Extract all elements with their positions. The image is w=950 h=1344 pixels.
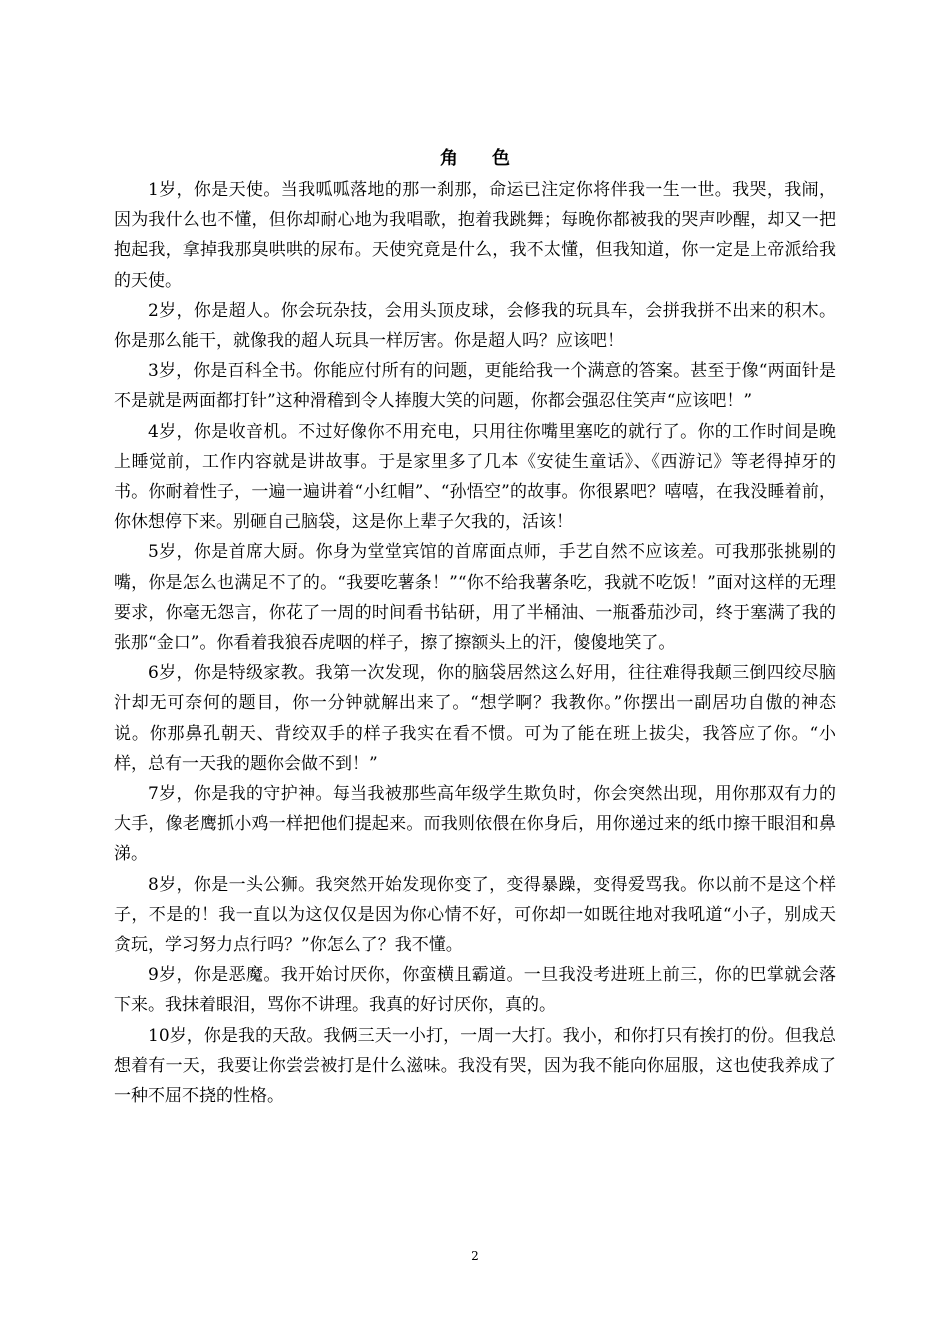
paragraph-age-2: 2岁，你是超人。你会玩杂技，会用头顶皮球，会修我的玩具车，会拼我拼不出来的积木。你是那么能干，就像我的超人玩具一样厉害。你是超人吗？应该吧！ (114, 300, 836, 352)
paragraph-age-6: 6岁，你是特级家教。我第一次发现，你的脑袋居然这么好用，往往难得我颠三倒四绞尽脑汁却无可奈何的题目，你一分钟就解出来了。“想学啊？我教你。”你摆出一副居功自傲的神态说。你那鼻孔朝天、背绞双手的样子我实在看不惯。可为了能在班上拔尖，我答应了你。“小样，总有一天我的题你会做不到！” (114, 663, 836, 774)
paragraph-age-8: 8岁，你是一头公狮。我突然开始发现你变了，变得暴躁，变得爱骂我。你以前不是这个样子，不是的！我一直以为这仅仅是因为你心情不好，可你却一如既往地对我吼道“小子，别成天贪玩，学习努力点行吗？”你怎么了？我不懂。 (114, 874, 836, 956)
paragraph-age-9: 9岁，你是恶魔。我开始讨厌你，你蛮横且霸道。一旦我没考进班上前三，你的巴掌就会落下来。我抹着眼泪，骂你不讲理。我真的好讨厌你，真的。 (114, 965, 836, 1016)
title-char-2: 色 (492, 148, 510, 169)
page-number: 2 (471, 1249, 479, 1263)
paragraph-age-4: 4岁，你是收音机。不过好像你不用充电，只用往你嘴里塞吃的就行了。你的工作时间是晚上睡觉前，工作内容就是讲故事。于是家里多了几本《安徒生童话》、《西游记》等老得掉牙的书。你耐着性子，一遍一遍讲着“小红帽”、“孙悟空”的故事。你很累吧？嘻嘻，在我没睡着前，你休想停下来。别砸自己脑袋，这是你上辈子欠我的，活该！ (114, 421, 836, 533)
paragraph-age-7: 7岁，你是我的守护神。每当我被那些高年级学生欺负时，你会突然出现，用你那双有力的大手，像老鹰抓小鸡一样把他们提起来。而我则依偎在你身后，用你递过来的纸巾擦干眼泪和鼻涕。 (114, 784, 836, 865)
paragraph-age-3: 3岁，你是百科全书。你能应付所有的问题，更能给我一个满意的答案。甚至于像“两面针是不是就是两面都打针”这种滑稽到令人捧腹大笑的问题，你都会强忍住笑声“应该吧！” (114, 361, 836, 412)
document-body (114, 175, 836, 1111)
title-char-1: 角 (440, 148, 458, 169)
document-title (0, 148, 950, 170)
paragraph-age-5: 5岁，你是首席大厨。你身为堂堂宾馆的首席面点师，手艺自然不应该差。可我那张挑剔的嘴，你是怎么也满足不了的。“我要吃薯条！”“你不给我薯条吃，我就不吃饭！”面对这样的无理要求，你毫无怨言，你花了一周的时间看书钻研，用了半桶油、一瓶番茄沙司，终于塞满了我的张那“金口”。你看着我狼吞虎咽的样子，擦了擦额头上的汗，傻傻地笑了。 (114, 542, 836, 654)
paragraph-age-10: 10岁，你是我的天敌。我俩三天一小打，一周一大打。我小，和你打只有挨打的份。但我总想着有一天，我要让你尝尝被打是什么滋味。我没有哭，因为我不能向你屈服，这也使我养成了一种不屈不挠的性格。 (114, 1025, 836, 1107)
paragraph-age-1: 1岁，你是天使。当我呱呱落地的那一刹那，命运已注定你将伴我一生一世。我哭，我闹，因为我什么也不懂，但你却耐心地为我唱歌，抱着我跳舞；每晚你都被我的哭声吵醒，却又一把抱起我，拿掉我那臭哄哄的尿布。天使究竟是什么，我不太懂，但我知道，你一定是上帝派给我的天使。 (114, 180, 836, 291)
